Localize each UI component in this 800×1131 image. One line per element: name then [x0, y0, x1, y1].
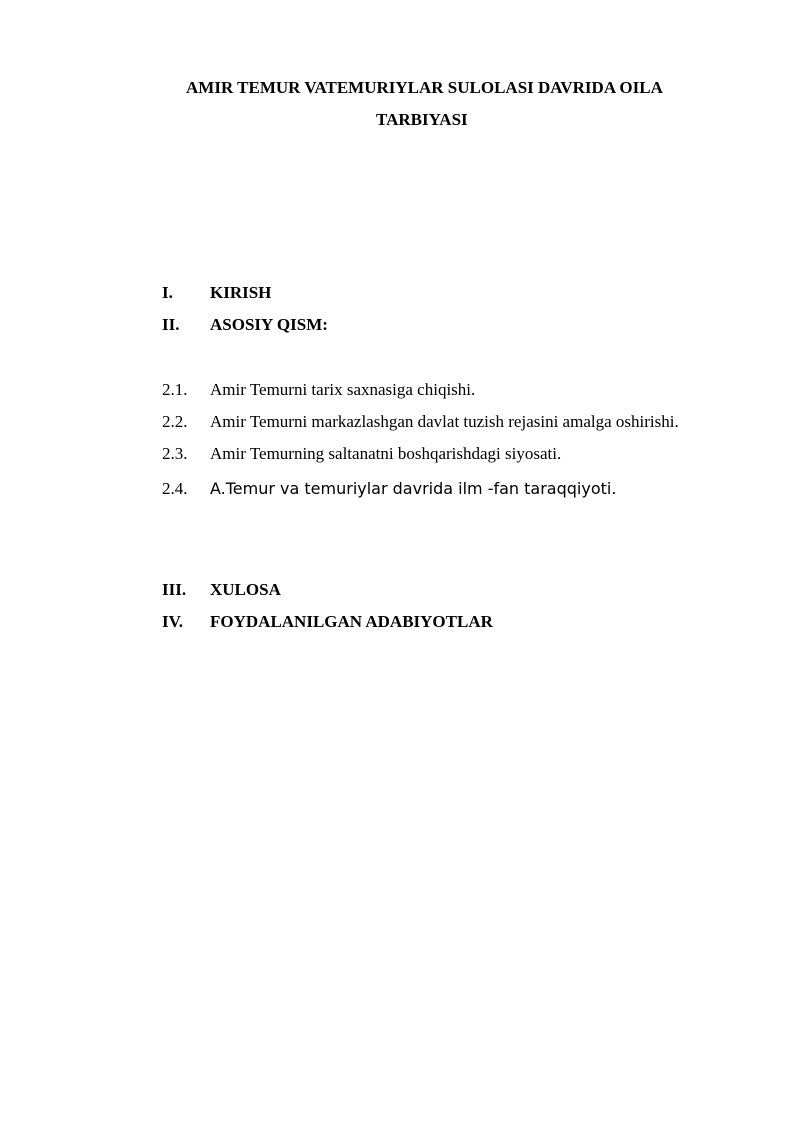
toc-heading: Amir Temurni tarix saxnasiga chiqishi.: [210, 380, 476, 399]
toc-number: 2.1.: [162, 380, 188, 399]
toc-heading: XULOSA: [210, 580, 281, 599]
toc-number: III.: [162, 580, 187, 599]
toc-number: II.: [162, 315, 180, 334]
toc-number: 2.4.: [162, 479, 188, 498]
toc-heading: ASOSIY QISM:: [210, 315, 328, 334]
toc-heading: Amir Temurni markazlashgan davlat tuzish rejasini amalga oshirishi.: [210, 412, 679, 431]
toc-heading: A.Temur va temuriylar davrida ilm -fan taraqqiyoti.: [210, 479, 617, 498]
document-title-line-1: AMIR TEMUR VATEMURIYLAR SULOLASI DAVRIDA OILA: [186, 78, 663, 97]
toc-number: 2.3.: [162, 444, 188, 463]
toc-heading: FOYDALANILGAN ADABIYOTLAR: [210, 612, 493, 631]
toc-heading: KIRISH: [210, 283, 272, 302]
toc-number: IV.: [162, 612, 183, 631]
toc-number: I.: [162, 283, 173, 302]
toc-heading: Amir Temurning saltanatni boshqarishdagi siyosati.: [210, 444, 562, 463]
document-title-line-2: TARBIYASI: [376, 110, 468, 129]
toc-number: 2.2.: [162, 412, 188, 431]
